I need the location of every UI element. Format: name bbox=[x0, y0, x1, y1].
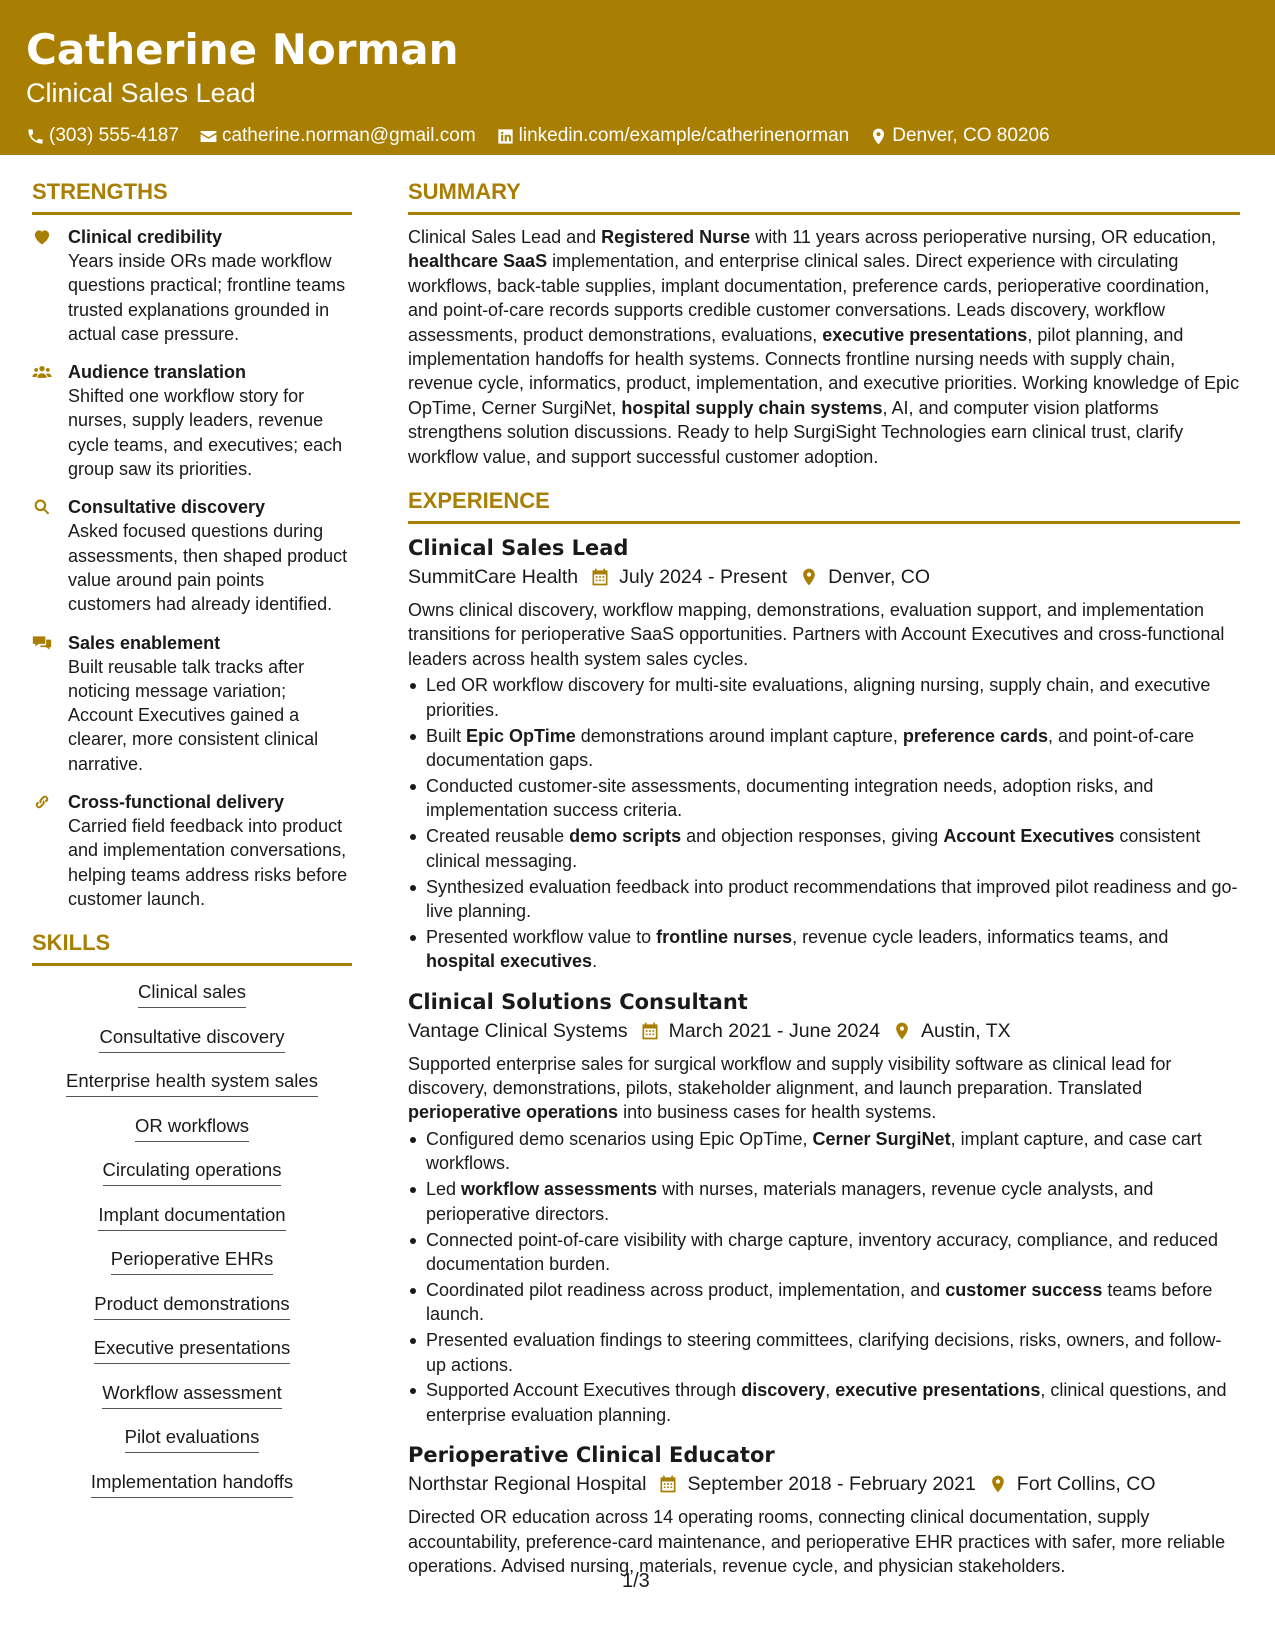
bold-text: executive presentations bbox=[835, 1380, 1041, 1401]
skill-tag: OR workflows bbox=[135, 1114, 249, 1142]
skill-tag: Perioperative EHRs bbox=[111, 1247, 273, 1275]
skill-tag: Implant documentation bbox=[98, 1203, 285, 1231]
bold-text: discovery bbox=[741, 1380, 826, 1401]
bullet-item bbox=[408, 1177, 1240, 1226]
bullet-item bbox=[408, 1328, 1240, 1377]
skill-tag: Consultative discovery bbox=[99, 1025, 284, 1053]
text-segment: Led OR workflow discovery for multi-site evaluations, aligning nursing, supply chain, and executive priorities. bbox=[426, 675, 1211, 720]
text-segment: teams before launch. bbox=[426, 1279, 1213, 1325]
experience-heading: EXPERIENCE bbox=[408, 487, 1240, 524]
bold-text: healthcare SaaS bbox=[408, 251, 548, 272]
text-segment: Synthesized evaluation feedback into product recommendations that improved pilot readiness and go-live planning. bbox=[426, 876, 1238, 921]
map-pin-icon bbox=[988, 1474, 1008, 1494]
job-description bbox=[408, 1052, 1240, 1125]
candidate-name: Catherine Norman bbox=[26, 25, 459, 74]
strength-item bbox=[32, 225, 352, 346]
text-segment: Directed OR education across 14 operating rooms, connecting clinical documentation, supply accountability, preference-card maintenance, and perioperative EHR practices with safer, more reliable operations. Advised nursing, materials, revenue cycle, and physician stakeholders. bbox=[408, 1507, 1226, 1577]
job-meta bbox=[408, 1471, 1240, 1497]
strength-title: Sales enablement bbox=[68, 632, 221, 653]
strengths-list bbox=[32, 225, 352, 911]
right-column bbox=[408, 178, 1240, 1592]
bold-text: executive presentations bbox=[822, 324, 1028, 345]
text-segment: with 11 years across perioperative nursing, OR education, bbox=[750, 227, 1217, 247]
job-dates: March 2021 - June 2024 bbox=[668, 1019, 881, 1042]
comments-icon bbox=[32, 633, 52, 653]
text-segment: Supported enterprise sales for surgical workflow and supply visibility software as clinical lead for discovery, demonstrations, pilots, stakeholder alignment, and launch preparation. Translated bbox=[408, 1053, 1172, 1099]
skills-section bbox=[32, 929, 352, 1514]
skill-tag: Workflow assessment bbox=[102, 1381, 282, 1409]
experience-list bbox=[408, 534, 1240, 1578]
job-dates: September 2018 - February 2021 bbox=[687, 1473, 976, 1496]
strength-desc: Years inside ORs made workflow questions practical; frontline teams trusted explanations grounded in actual case pressure. bbox=[68, 251, 346, 344]
job-company: Northstar Regional Hospital bbox=[408, 1473, 647, 1496]
strength-desc: Carried field feedback into product and implementation conversations, helping teams address risks before customer launch. bbox=[68, 816, 348, 909]
job-title: Clinical Solutions Consultant bbox=[408, 989, 748, 1014]
skill-tag: Executive presentations bbox=[94, 1336, 290, 1364]
contact-phone[interactable] bbox=[26, 125, 179, 147]
contact-linkedin[interactable] bbox=[496, 125, 850, 147]
job-title: Clinical Sales Lead bbox=[408, 536, 629, 561]
skills-heading: SKILLS bbox=[32, 929, 352, 966]
map-pin-icon bbox=[869, 127, 888, 146]
skills-list bbox=[32, 976, 352, 1514]
job-entry bbox=[408, 534, 1240, 974]
skill-tag: Pilot evaluations bbox=[125, 1425, 260, 1453]
candidate-title: Clinical Sales Lead bbox=[26, 78, 256, 108]
link-icon bbox=[32, 792, 52, 812]
bullet-item bbox=[408, 1278, 1240, 1327]
skill-tag: Circulating operations bbox=[103, 1158, 282, 1186]
strength-item bbox=[32, 360, 352, 481]
skill-tag: Clinical sales bbox=[138, 980, 246, 1008]
job-company: SummitCare Health bbox=[408, 566, 579, 589]
strength-body bbox=[68, 790, 352, 911]
heart-icon bbox=[32, 227, 52, 247]
strength-body bbox=[68, 495, 352, 616]
text-segment: , pilot planning, and implementation handoffs for health systems. Connects frontline nursing needs with supply chain, revenue cycle, informatics, product, implementation, and executive priorities. Working knowledge of Epic OpTime, Cerner SurgiNet, bbox=[408, 324, 1240, 418]
linkedin-text: linkedin.com/example/catherinenorman bbox=[518, 125, 850, 146]
strength-body bbox=[68, 225, 352, 346]
summary-heading: SUMMARY bbox=[408, 178, 1240, 215]
strength-item bbox=[32, 631, 352, 776]
calendar-icon bbox=[640, 1021, 660, 1041]
bold-text: Account Executives bbox=[943, 826, 1115, 847]
skill-tag: Product demonstrations bbox=[94, 1292, 289, 1320]
text-segment: , clinical questions, and enterprise evaluation planning. bbox=[426, 1380, 1227, 1425]
text-segment: demonstrations around implant capture, bbox=[575, 725, 903, 746]
contact-email[interactable] bbox=[199, 125, 476, 147]
bold-text: Epic OpTime bbox=[466, 725, 576, 746]
job-location: Austin, TX bbox=[921, 1019, 1011, 1042]
text-segment: Connected point-of-care visibility with charge capture, inventory accuracy, compliance, and reduced documentation burden. bbox=[426, 1229, 1219, 1274]
envelope-icon bbox=[199, 127, 218, 146]
text-segment: Coordinated pilot readiness across product, implementation, and bbox=[426, 1279, 946, 1300]
text-segment: Presented workflow value to bbox=[426, 926, 657, 947]
text-segment: , implant capture, and case cart workflows. bbox=[426, 1128, 1202, 1174]
strength-desc: Built reusable talk tracks after noticing message variation; Account Executives gained a clearer, more consistent clinical narrative. bbox=[68, 656, 319, 774]
text-segment: , bbox=[825, 1380, 836, 1401]
job-description bbox=[408, 1505, 1240, 1578]
text-segment: . bbox=[592, 951, 598, 972]
text-segment: with nurses, materials managers, revenue cycle analysts, and perioperative directors. bbox=[426, 1179, 1154, 1224]
strength-icon-wrap bbox=[32, 790, 68, 911]
text-segment: into business cases for health systems. bbox=[618, 1102, 937, 1123]
email-text: catherine.norman@gmail.com bbox=[221, 125, 476, 146]
strength-title: Audience translation bbox=[68, 362, 247, 383]
text-segment: and objection responses, giving bbox=[681, 826, 944, 847]
strength-item bbox=[32, 790, 352, 911]
text-segment: Led bbox=[426, 1179, 462, 1200]
bullet-item bbox=[408, 1127, 1240, 1176]
bold-text: Registered Nurse bbox=[601, 227, 751, 247]
job-location: Denver, CO bbox=[828, 566, 931, 589]
job-bullets bbox=[408, 1127, 1240, 1427]
text-segment: consistent clinical messaging. bbox=[426, 826, 1201, 871]
strength-icon-wrap bbox=[32, 225, 68, 346]
bullet-item bbox=[408, 1228, 1240, 1277]
bullet-item bbox=[408, 875, 1240, 924]
text-segment: Presented evaluation findings to steering committees, clarifying decisions, risks, owners, and follow-up actions. bbox=[426, 1330, 1222, 1375]
phone-text: (303) 555-4187 bbox=[49, 125, 179, 146]
text-segment: Created reusable bbox=[426, 826, 570, 847]
bold-text: frontline nurses bbox=[656, 926, 793, 947]
bold-text: hospital supply chain systems bbox=[621, 397, 883, 418]
linkedin-icon bbox=[496, 127, 515, 146]
map-pin-icon bbox=[799, 567, 819, 587]
bold-text: demo scripts bbox=[569, 826, 682, 847]
skill-tag: Implementation handoffs bbox=[91, 1470, 293, 1498]
job-meta bbox=[408, 564, 1240, 590]
calendar-icon bbox=[658, 1474, 678, 1494]
summary-text bbox=[408, 225, 1240, 469]
strength-title: Consultative discovery bbox=[68, 497, 266, 518]
strength-icon-wrap bbox=[32, 631, 68, 776]
strength-item bbox=[32, 495, 352, 616]
text-segment: Owns clinical discovery, workflow mapping, demonstrations, evaluation support, and implementation transitions for perioperative SaaS opportunities. Partners with Account Executives and cross-functional leaders across health system sales cycles. bbox=[408, 600, 1225, 669]
text-segment: , AI, and computer vision platforms strengthens solution discussions. Ready to help SurgiSight Technologies earn clinical trust, clarify workflow value, and support successful customer adoption. bbox=[408, 397, 1184, 467]
strength-body bbox=[68, 360, 352, 481]
strengths-heading: STRENGTHS bbox=[32, 178, 352, 215]
job-entry bbox=[408, 1441, 1240, 1578]
text-segment: Configured demo scenarios using Epic OpTime, bbox=[426, 1128, 813, 1149]
contact-location bbox=[869, 125, 1049, 147]
page-number: 1/3 bbox=[622, 1570, 650, 1592]
bullet-item bbox=[408, 673, 1240, 722]
strength-body bbox=[68, 631, 352, 776]
text-segment: Supported Account Executives through bbox=[426, 1380, 742, 1401]
bold-text: workflow assessments bbox=[461, 1179, 658, 1200]
skill-tag: Enterprise health system sales bbox=[66, 1069, 318, 1097]
strength-icon-wrap bbox=[32, 495, 68, 616]
strength-desc: Asked focused questions during assessments, then shaped product value around pain points customers had already identified. bbox=[68, 521, 348, 615]
text-segment: Clinical Sales Lead and bbox=[408, 227, 602, 247]
strength-desc: Shifted one workflow story for nurses, supply leaders, revenue cycle teams, and executives; each group saw its priorities. bbox=[68, 386, 343, 480]
bullet-item bbox=[408, 774, 1240, 823]
text-segment: Conducted customer-site assessments, documenting integration needs, adoption risks, and implementation success criteria. bbox=[426, 775, 1154, 821]
users-icon bbox=[32, 362, 52, 382]
job-entry bbox=[408, 988, 1240, 1428]
strength-title: Cross-functional delivery bbox=[68, 792, 285, 813]
bold-text: preference cards bbox=[902, 725, 1049, 746]
calendar-icon bbox=[590, 567, 610, 587]
text-segment: , revenue cycle leaders, informatics teams, and bbox=[792, 926, 1169, 947]
job-location: Fort Collins, CO bbox=[1016, 1473, 1156, 1496]
bullet-item bbox=[408, 724, 1240, 773]
phone-icon bbox=[26, 127, 45, 146]
location-text: Denver, CO 80206 bbox=[892, 125, 1050, 146]
resume-header bbox=[0, 0, 1275, 155]
job-meta bbox=[408, 1018, 1240, 1044]
search-icon bbox=[32, 497, 52, 517]
bold-text: hospital executives bbox=[426, 951, 593, 972]
bullet-item bbox=[408, 1378, 1240, 1427]
job-dates: July 2024 - Present bbox=[619, 566, 788, 589]
text-segment: Built bbox=[426, 725, 467, 746]
left-column bbox=[32, 178, 352, 1514]
strength-icon-wrap bbox=[32, 360, 68, 481]
bullet-item bbox=[408, 925, 1240, 974]
job-bullets bbox=[408, 673, 1240, 973]
bold-text: Cerner SurgiNet bbox=[812, 1128, 951, 1149]
job-description bbox=[408, 598, 1240, 671]
contact-row bbox=[26, 125, 1249, 147]
map-pin-icon bbox=[892, 1021, 912, 1041]
bold-text: perioperative operations bbox=[408, 1102, 619, 1123]
bold-text: customer success bbox=[945, 1279, 1103, 1300]
job-company: Vantage Clinical Systems bbox=[408, 1019, 628, 1042]
strength-title: Clinical credibility bbox=[68, 227, 223, 247]
text-segment: , and point-of-care documentation gaps. bbox=[426, 725, 1195, 770]
bullet-item bbox=[408, 824, 1240, 873]
text-segment: implementation, and enterprise clinical sales. Direct experience with circulating workflows, back-table supplies, implant documentation, preference cards, perioperative coordination, and point-of-care records supports credible customer conversations. Leads discovery, workflow assessments, product demonstrations, evaluations, bbox=[408, 251, 1210, 345]
job-title: Perioperative Clinical Educator bbox=[408, 1443, 775, 1468]
